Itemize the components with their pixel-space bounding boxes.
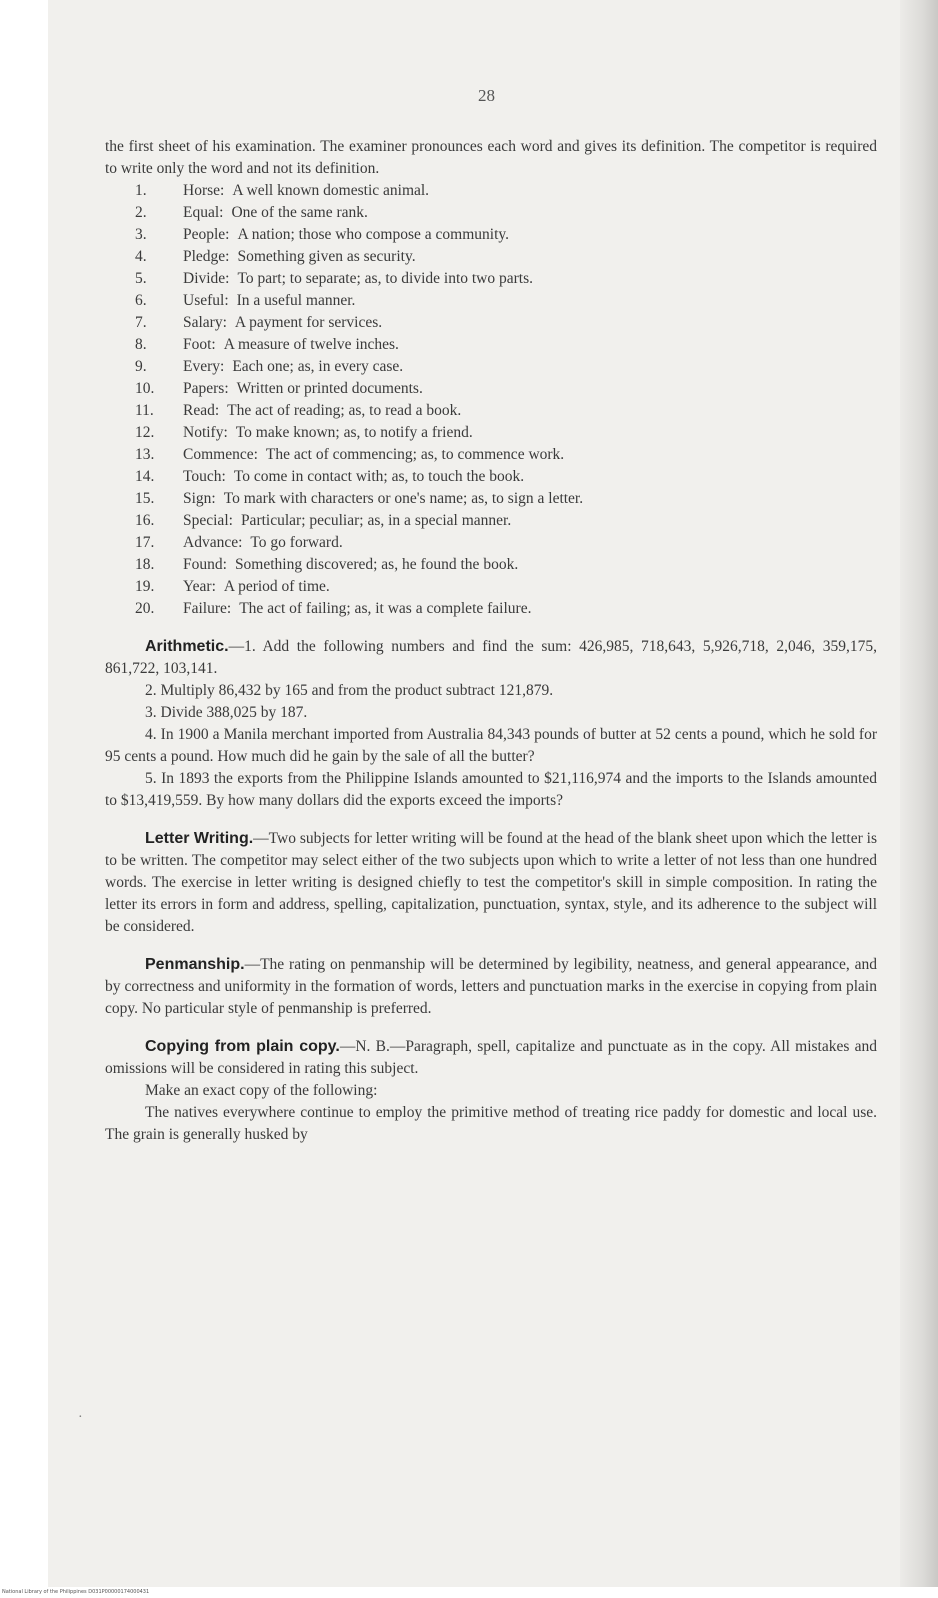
vocabulary-definition: A measure of twelve inches. <box>223 336 399 353</box>
vocabulary-item <box>105 400 877 422</box>
vocabulary-item <box>105 268 877 290</box>
page-number: 28 <box>478 86 495 105</box>
vocabulary-term: Failure: <box>183 600 232 617</box>
vocabulary-definition: Particular; peculiar; as, in a special manner. <box>240 512 512 529</box>
arithmetic-question-2: 2. Multiply 86,432 by 165 and from the product subtract 121,879. <box>145 682 554 699</box>
vocabulary-item <box>105 246 877 268</box>
copying-heading: Copying from plain copy. <box>145 1038 340 1055</box>
vocabulary-term: People: <box>183 226 230 243</box>
vocabulary-definition: Each one; as, in every case. <box>232 358 404 375</box>
vocabulary-item <box>105 378 877 400</box>
copying-paragraph <box>105 1036 877 1080</box>
vocabulary-number: 5. <box>135 270 147 287</box>
intro-paragraph: the first sheet of his examination. The examiner pronounces each word and gives its definition. The competitor is required to write only the word and not its definition. <box>105 138 877 177</box>
vocabulary-number: 17. <box>135 534 155 551</box>
vocabulary-definition: To make known; as, to notify a friend. <box>235 424 473 441</box>
footer-credit: National Library of the Philippines D031P00000174000431 <box>2 1589 150 1595</box>
vocabulary-item <box>105 202 877 224</box>
vocabulary-definition: Something given as security. <box>237 248 416 265</box>
copying-passage: The natives everywhere continue to employ the primitive method of treating rice paddy for domestic and local use. The grain is generally husked by <box>105 1104 877 1143</box>
page-edge-shadow <box>900 0 938 1587</box>
arithmetic-question-5: 5. In 1893 the exports from the Philippine Islands amounted to $21,116,974 and the imports to the Islands amounted to $13,419,559. By how many dollars did the exports exceed the imports? <box>105 770 877 809</box>
vocabulary-item <box>105 422 877 444</box>
vocabulary-number: 6. <box>135 292 147 309</box>
arithmetic-question-1 <box>105 636 877 680</box>
vocabulary-number: 12. <box>135 424 155 441</box>
vocabulary-definition: A nation; those who compose a community. <box>237 226 509 243</box>
vocabulary-number: 7. <box>135 314 147 331</box>
vocabulary-term: Read: <box>183 402 220 419</box>
vocabulary-item <box>105 554 877 576</box>
vocabulary-item <box>105 576 877 598</box>
vocabulary-term: Useful: <box>183 292 229 309</box>
page-body <box>105 136 877 1146</box>
margin-mark: · <box>78 1410 83 1425</box>
vocabulary-number: 8. <box>135 336 147 353</box>
vocabulary-item <box>105 598 877 620</box>
vocabulary-number: 1. <box>135 182 147 199</box>
copying-instruction: Make an exact copy of the following: <box>145 1082 378 1099</box>
vocabulary-number: 20. <box>135 600 155 617</box>
vocabulary-term: Horse: <box>183 182 225 199</box>
penmanship-text: —The rating on penmanship will be determined by legibility, neatness, and general appearance, and by correctness and uniformity in the formation of words, letters and punctuation marks in the exercise in copying from plain copy. No particular style of penmanship is preferred. <box>105 956 877 1017</box>
vocabulary-definition: In a useful manner. <box>236 292 356 309</box>
vocabulary-number: 13. <box>135 446 155 463</box>
vocabulary-item <box>105 334 877 356</box>
vocabulary-number: 4. <box>135 248 147 265</box>
vocabulary-number: 3. <box>135 226 147 243</box>
letter-writing-text: —Two subjects for letter writing will be found at the head of the blank sheet upon which the letter is to be written. The competitor may select either of the two subjects upon which to write a letter of not less than one hundred words. The exercise in letter writing is designed chiefly to test the competitor's skill in simple composition. In rating the letter its errors in form and address, spelling, capitalization, punctuation, syntax, style, and its adherence to the subject will be considered. <box>105 830 877 935</box>
arithmetic-heading: Arithmetic. <box>145 638 229 655</box>
vocabulary-item <box>105 510 877 532</box>
vocabulary-list <box>105 180 877 620</box>
letter-writing-paragraph <box>105 828 877 938</box>
vocabulary-term: Notify: <box>183 424 228 441</box>
vocabulary-term: Advance: <box>183 534 243 551</box>
vocabulary-term: Foot: <box>183 336 216 353</box>
vocabulary-number: 16. <box>135 512 155 529</box>
vocabulary-definition: To come in contact with; as, to touch the book. <box>233 468 525 485</box>
vocabulary-definition: To go forward. <box>250 534 343 551</box>
vocabulary-definition: To mark with characters or one's name; as, to sign a letter. <box>223 490 584 507</box>
vocabulary-term: Touch: <box>183 468 226 485</box>
vocabulary-term: Equal: <box>183 204 224 221</box>
vocabulary-term: Salary: <box>183 314 227 331</box>
vocabulary-item <box>105 466 877 488</box>
vocabulary-number: 10. <box>135 380 155 397</box>
vocabulary-number: 15. <box>135 490 155 507</box>
vocabulary-number: 9. <box>135 358 147 375</box>
vocabulary-term: Special: <box>183 512 233 529</box>
vocabulary-definition: The act of failing; as, it was a complete failure. <box>239 600 532 617</box>
vocabulary-term: Divide: <box>183 270 230 287</box>
vocabulary-term: Year: <box>183 578 216 595</box>
vocabulary-definition: A payment for services. <box>234 314 383 331</box>
vocabulary-term: Papers: <box>183 380 229 397</box>
letter-writing-heading: Letter Writing. <box>145 830 254 847</box>
vocabulary-item <box>105 532 877 554</box>
vocabulary-item <box>105 180 877 202</box>
vocabulary-term: Pledge: <box>183 248 230 265</box>
vocabulary-number: 19. <box>135 578 155 595</box>
vocabulary-term: Commence: <box>183 446 258 463</box>
penmanship-heading: Penmanship. <box>145 956 245 973</box>
vocabulary-item <box>105 224 877 246</box>
vocabulary-item <box>105 444 877 466</box>
vocabulary-item <box>105 290 877 312</box>
vocabulary-term: Sign: <box>183 490 216 507</box>
vocabulary-number: 2. <box>135 204 147 221</box>
vocabulary-definition: One of the same rank. <box>231 204 368 221</box>
vocabulary-term: Found: <box>183 556 227 573</box>
vocabulary-definition: Written or printed documents. <box>236 380 423 397</box>
vocabulary-item <box>105 356 877 378</box>
vocabulary-number: 14. <box>135 468 155 485</box>
vocabulary-definition: A well known domestic animal. <box>232 182 430 199</box>
vocabulary-definition: To part; to separate; as, to divide into two parts. <box>237 270 533 287</box>
vocabulary-definition: The act of reading; as, to read a book. <box>227 402 462 419</box>
vocabulary-item <box>105 312 877 334</box>
vocabulary-item <box>105 488 877 510</box>
vocabulary-definition: A period of time. <box>223 578 330 595</box>
copying-text: —N. B.—Paragraph, spell, capitalize and punctuate as in the copy. All mistakes and omissions will be considered in rating this subject. <box>105 1038 878 1077</box>
vocabulary-definition: Something discovered; as, he found the book. <box>234 556 519 573</box>
penmanship-paragraph <box>105 954 877 1020</box>
arithmetic-question-4: 4. In 1900 a Manila merchant imported from Australia 84,343 pounds of butter at 52 cents a pound, which he sold for 95 cents a pound. How much did he gain by the sale of all the butter? <box>105 726 877 765</box>
vocabulary-number: 11. <box>135 402 154 419</box>
vocabulary-definition: The act of commencing; as, to commence work. <box>265 446 565 463</box>
arithmetic-question-3: 3. Divide 388,025 by 187. <box>145 704 308 721</box>
vocabulary-number: 18. <box>135 556 155 573</box>
arithmetic-q1-text: —1. Add the following numbers and find the sum: 426,985, 718,643, 5,926,718, 2,046, 359,175, 861,722, 103,141. <box>105 638 877 677</box>
vocabulary-term: Every: <box>183 358 225 375</box>
